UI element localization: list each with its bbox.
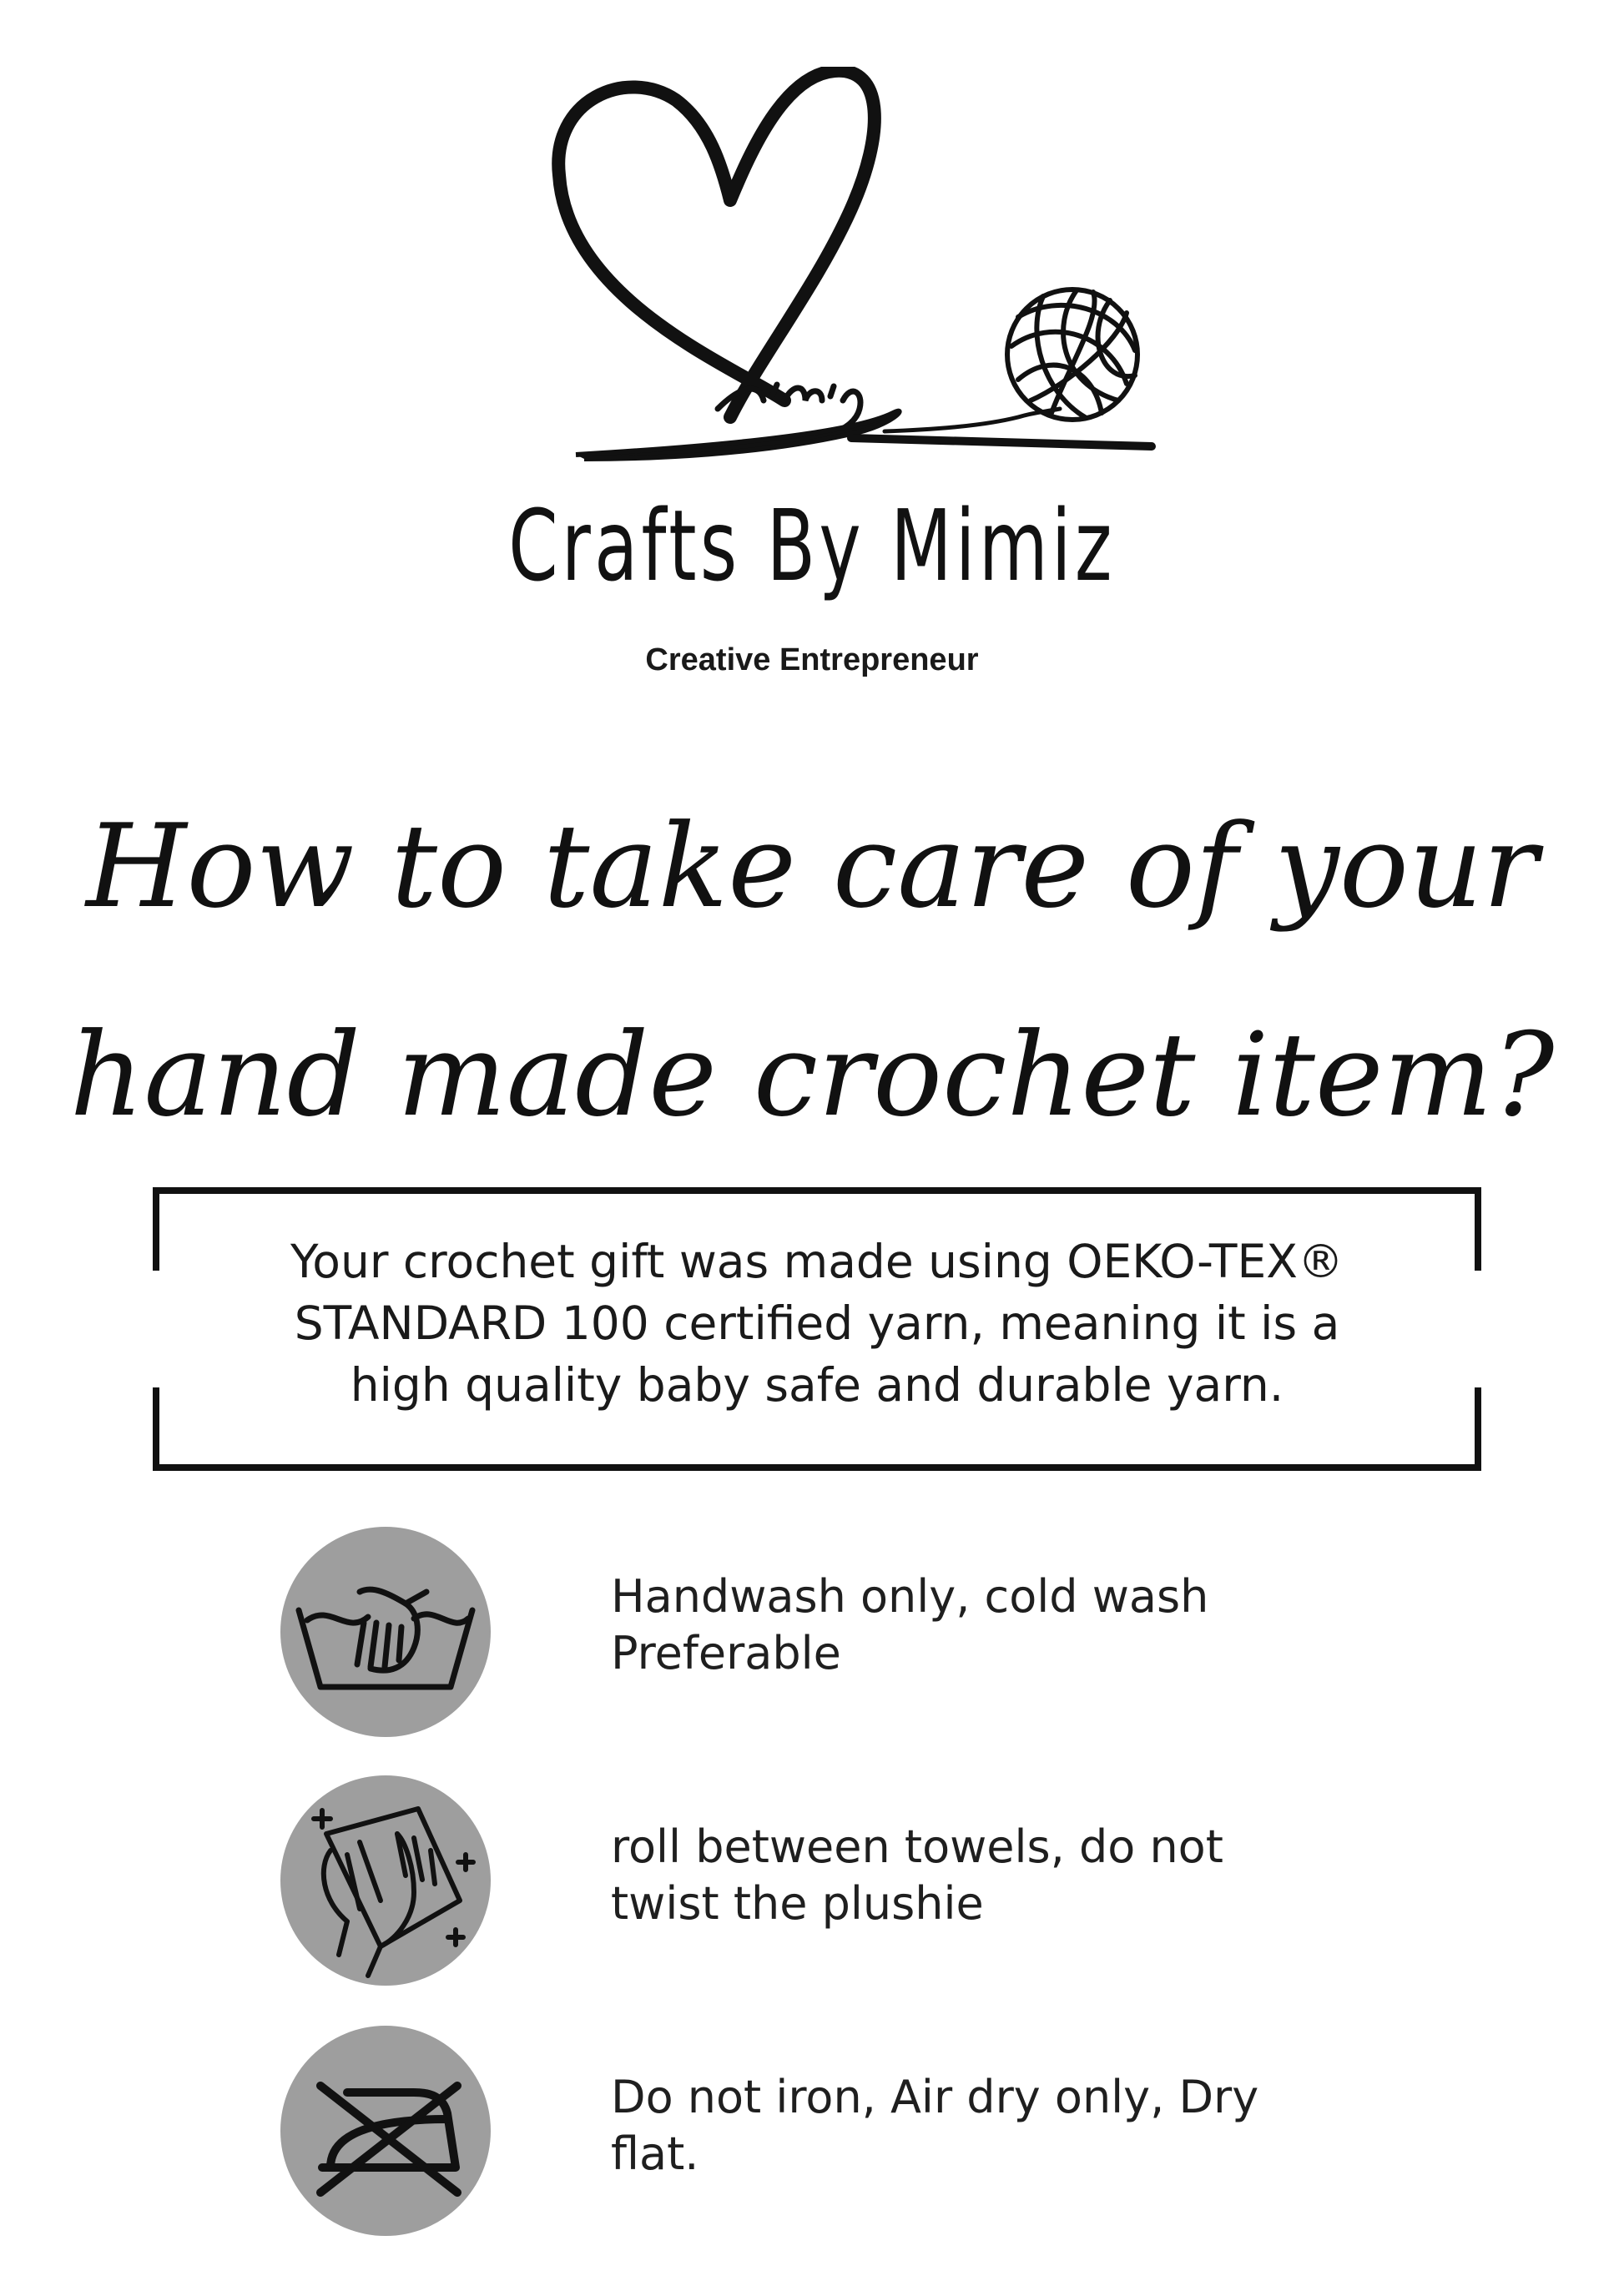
care-line: roll between towels, do not	[611, 1820, 1223, 1873]
care-text-handwash	[611, 1568, 1445, 1682]
brand-tagline: Creative Entrepreneur	[645, 642, 979, 677]
care-line: Do not iron, Air dry only, Dry	[611, 2071, 1259, 2123]
brand-name: Crafts By Mimiz	[508, 488, 1116, 603]
towel-roll-icon	[280, 1775, 491, 1986]
info-text	[153, 1231, 1481, 1416]
handwash-icon	[280, 1527, 491, 1737]
care-line: twist the plushie	[611, 1877, 984, 1930]
care-line: Preferable	[611, 1627, 841, 1679]
headline-line-1: How to take care of your	[86, 799, 1538, 934]
info-line: STANDARD 100 certified yarn, meaning it is a	[294, 1297, 1340, 1350]
care-text-towel	[611, 1819, 1445, 1932]
care-line: Handwash only, cold wash	[611, 1570, 1209, 1623]
info-line: Your crochet gift was made using OEKO-TEX®	[290, 1235, 1344, 1288]
care-line: flat.	[611, 2127, 699, 2180]
heart-yarn-logo-icon	[551, 67, 1168, 484]
headline-line-2: hand made crochet item?	[69, 1008, 1555, 1142]
info-line: high quality baby safe and durable yarn.	[350, 1358, 1284, 1412]
care-text-iron	[611, 2069, 1445, 2183]
do-not-iron-icon	[280, 2026, 491, 2236]
